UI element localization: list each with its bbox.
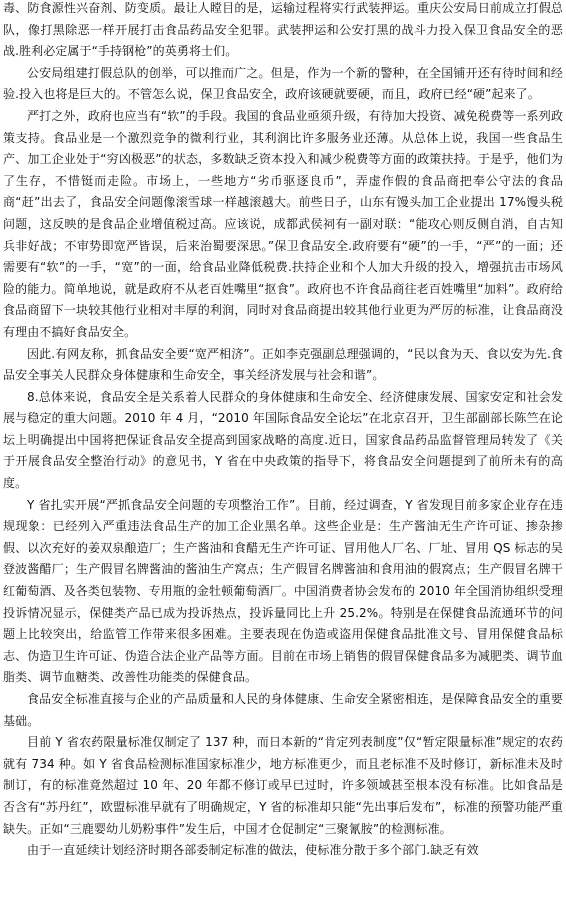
- paragraph-7: 食品安全标准直接与企业的产品质量和人民的身体健康、生命安全紧密相连，是保障食品安全的重要基础。: [3, 692, 563, 728]
- paragraph-3: 严打之外，政府也应当有“软”的手段。我国的食品业亟须升级，有待加大投资、减免税费等一系列政策支持。食品业是一个激烈竞争的微利行业，其利润比许多服务业还薄。从总体上说，我国一些食品生产、加工企业处于“穷凶极恶”的状态，多数缺乏资本投入和减少税费等方面的政策扶持。于是乎，他们为了生存，不惜铤而走险。市场上，一些地方“劣币驱逐良币”，弄虚作假的食品商把奉公守法的食品商“赶”出去了，食品安全问题像滚雪球一样越滚越大。前些日子，山东有馒头加工企业提出 17%馒头税问题，这反映的是食品企业增值税过高。应该说，成都武侯祠有一副对联：“能攻心则反侧自消，自古知兵非好战；不审势即宽严皆误，后来治蜀要深思。”保卫食品安全.政府要有“硬”的一手，“严”的一面；还需要有“软”的一手，“宽”的一面，给食品业降低税费.扶持企业和个人加大升级的投入，增强抗击市场风险的能力。简单地说，就是政府不从老百姓嘴里“抠食”。政府也不许食品商往老百姓嘴里“加料”。政府给食品商留下一块较其他行业相对丰厚的利润，同时对食品商提出较其他行业更为严厉的标准，让食品商没有理由不搞好食品安全。: [3, 108, 563, 339]
- paragraph-6: Y 省扎实开展“严抓食品安全问题的专项整治工作”。目前，经过调查，Y 省发现目前多家企业存在违规现象：已经列入严重违法食品生产的加工企业黑名单。这些企业是：生产酱油无生产许可证、掺杂掺假、以次充好的姜双泉酿造厂；生产酱油和食醋无生产许可证、冒用他人厂名、厂址、冒用 QS 标志的吴登波酱醋厂；生产假冒名牌酱油的酱油生产窝点；生产假冒名牌酱油和食用油的假窝点；生产假冒名牌干红葡萄酒、及各类包装物、专用瓶的金牡顿葡萄酒厂。中国消费者协会发布的 2010 年全国消协组织受理投诉情况显示，保健类产品已成为投诉热点，投诉量同比上升 25.2%。特别是在保健食品流通环节的问题上比较突出，给监管工作带来很多困难。主要表现在伪造或盗用保健食品批准文号、冒用保健食品标志、伪造卫生许可证、伪造合法企业产品等方面。目前在市场上销售的假冒保健食品多为减肥类、调节血脂类、调节血糖类、改善性功能类的保健食品。: [3, 497, 563, 685]
- paragraph-1: 毒、防食源性兴奋剂、防变质。最让人瞠目的是，运输过程将实行武装押运。重庆公安局日前成立打假总队，像打黑除恶一样开展打击食品药品安全犯罪。武装押运和公安打黑的战斗力投入保卫食品安全的恶战.胜利必定属于“手持钢枪”的英勇将士们。: [3, 1, 563, 59]
- paragraph-5: 8.总体来说，食品安全是关系着人民群众的身体健康和生命安全、经济健康发展、国家安定和社会发展与稳定的重大问题。2010 年 4 月，“2010 年国际食品安全论坛”在北京召开，卫生部副部长陈竺在论坛上明确提出中国将把保证食品安全提高到国家战略的高度.近日，国家食品药品监督管理局转发了《关于开展食品安全整治行动》的意见书，Y 省在中央政策的指导下，将食品安全问题提到了前所未有的高度。: [3, 389, 563, 491]
- paragraph-2: 公安局组建打假总队的创举，可以推而广之。但是，作为一个新的警种，在全国铺开还有待时间和经验.投入也将是巨大的。不管怎么说，保卫食品安全，政府该硬就要硬，而且，政府已经“硬”起来了。: [3, 65, 563, 102]
- paragraph-9: 由于一直延续计划经济时期各部委制定标准的做法，使标准分散于多个部门.缺乏有效: [27, 843, 479, 858]
- paragraph-4: 因此.有网友称，抓食品安全要“宽严相济”。正如李克强副总理强调的，“民以食为天、食以安为先.食品安全事关人民群众身体健康和生命安全，事关经济发展与社会和谐”。: [3, 346, 563, 383]
- paragraph-8: 目前 Y 省农药限量标准仅制定了 137 种，而日本新的“肯定列表制度”仅“暂定限量标准”规定的农药就有 734 种。如 Y 省食品检测标准国家标准少，地方标准更少，而且老标准不及时修订，新标准未及时制订，有的标准竟然超过 10 年、20 年都不修订或早已过时，许多领域甚至根本没有标准。比如食品是否含有“苏丹红”，欧盟标准早就有了明确规定，Y 省的标准却只能“先出事后发布”，标准的预警功能严重缺失。正如“三鹿婴幼儿奶粉事件”发生后，中国才仓促制定“三聚氰胺”的检测标准。: [3, 735, 563, 836]
